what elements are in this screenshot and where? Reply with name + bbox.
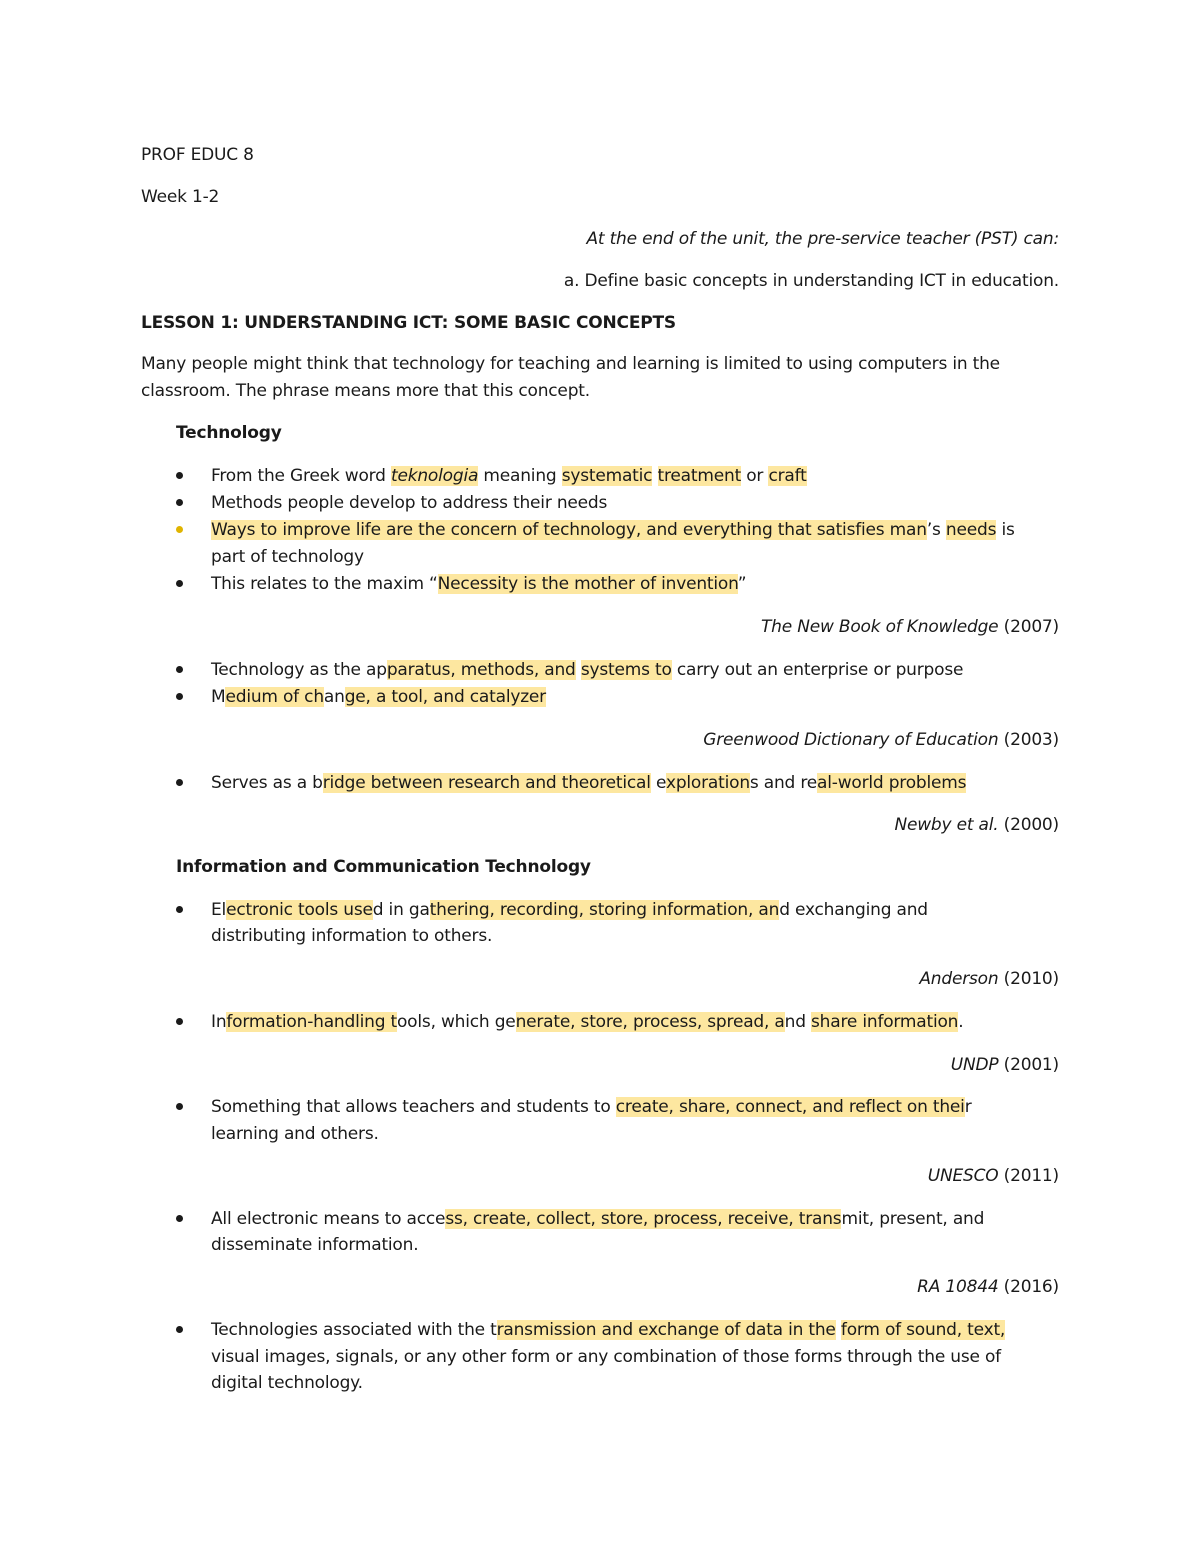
technology-item-2: Methods people develop to address their needs [211, 493, 608, 513]
technology-item-4 [211, 571, 1071, 597]
text-span: d in ga [372, 900, 430, 920]
highlighted-text: ransmission and exchange of data in the [496, 1320, 836, 1340]
source-title: Newby et al. [894, 815, 999, 835]
highlighted-text: ridge between research and theoretical [322, 773, 651, 793]
bullet-marker [176, 693, 186, 703]
objectives-intro: At the end of the unit, the pre-service teacher (PST) can: [586, 229, 1059, 249]
text-span: carry out an enterprise or purpose [671, 660, 964, 680]
highlighted-text: share information [811, 1012, 959, 1032]
source-title: Greenwood Dictionary of Education [703, 730, 999, 750]
source-title: UNDP [950, 1055, 999, 1075]
highlighted-text: al-world problems [817, 773, 967, 793]
lesson-intro-line2: classroom. The phrase means more that this concept. [141, 381, 590, 401]
course-code: PROF EDUC 8 [141, 145, 254, 165]
ict-item-3-line2: learning and others. [211, 1124, 379, 1144]
source-year: (2007) [998, 617, 1059, 637]
text-span: ools, which ge [396, 1012, 516, 1032]
source-year: (2011) [998, 1166, 1059, 1186]
ict-item-3 [211, 1094, 1071, 1120]
text-span: nd [784, 1012, 812, 1032]
highlighted-text: systems to [580, 660, 672, 680]
source-title: Anderson [919, 969, 999, 989]
source-year: (2010) [998, 969, 1059, 989]
bullet-marker [176, 666, 186, 676]
source-citation [761, 614, 1059, 640]
source-citation [928, 1163, 1059, 1189]
text-span: M [211, 687, 226, 707]
source-citation [917, 1274, 1059, 1300]
text-span: ” [737, 574, 747, 594]
highlighted-text: formation-handling t [226, 1012, 397, 1032]
highlighted-text: systematic [561, 466, 653, 486]
text-span: All electronic means to acce [211, 1209, 446, 1229]
source-year: (2016) [998, 1277, 1059, 1297]
highlighted-text: xploration [665, 773, 750, 793]
highlighted-text: form of sound, text, [840, 1320, 1006, 1340]
technology-item-3 [211, 517, 1071, 543]
highlighted-text: create, share, connect, and reflect on thei [615, 1097, 965, 1117]
text-span: Serves as a b [211, 773, 323, 793]
highlighted-text: paratus, methods, and [386, 660, 576, 680]
ict-item-4 [211, 1206, 1071, 1232]
ict-heading: Information and Communication Technology [176, 857, 591, 877]
text-span: Technology as the ap [211, 660, 387, 680]
text-span: is [996, 520, 1015, 540]
highlighted-text: needs [945, 520, 997, 540]
source-title: RA 10844 [917, 1277, 999, 1297]
source-citation [919, 966, 1059, 992]
ict-item-2 [211, 1009, 1071, 1035]
ict-item-1-line2: distributing information to others. [211, 926, 493, 946]
ict-item-4-line2: disseminate information. [211, 1235, 419, 1255]
text-span [652, 466, 657, 486]
bullet-marker [176, 499, 186, 509]
source-citation [703, 727, 1059, 753]
source-title: The New Book of Knowledge [760, 617, 999, 637]
source-year: (2001) [998, 1055, 1059, 1075]
highlighted-text: craft [768, 466, 807, 486]
highlighted-text: man [884, 520, 927, 540]
bullet-marker [176, 1103, 186, 1113]
highlighted-text: nerate, store, process, spread, a [515, 1012, 785, 1032]
lesson-intro-line1: Many people might think that technology for teaching and learning is limited to using computers in the [141, 354, 1000, 374]
text-span: mit, present, and [841, 1209, 985, 1229]
highlighted-text: treatment [657, 466, 742, 486]
text-span: s and re [749, 773, 818, 793]
text-span: In [211, 1012, 227, 1032]
technology-item-3-line2: part of technology [211, 547, 364, 567]
highlighted-text: satisfies [816, 520, 885, 540]
source-year: (2000) [998, 815, 1059, 835]
highlighted-text: edium of ch [225, 687, 324, 707]
bullet-marker [176, 906, 186, 916]
lesson-title: LESSON 1: UNDERSTANDING ICT: SOME BASIC CONCEPTS [141, 313, 676, 333]
bullet-marker [176, 1326, 186, 1336]
source-citation [894, 812, 1059, 838]
bullet-marker [176, 1215, 186, 1225]
text-span: ’s [926, 520, 946, 540]
bullet-marker [176, 472, 186, 482]
highlighted-text: ss, create, collect, store, process, receive, trans [445, 1209, 842, 1229]
source-title: UNESCO [927, 1166, 999, 1186]
technology-item-6 [211, 684, 1071, 710]
bullet-marker [176, 1018, 186, 1028]
ict-item-5-line2: visual images, signals, or any other form or any combination of those forms through the use of [211, 1347, 1001, 1367]
source-citation [951, 1052, 1059, 1078]
week-label: Week 1-2 [141, 187, 220, 207]
highlighted-text: thering, recording, storing information, an [429, 900, 780, 920]
text-span: meaning [478, 466, 562, 486]
technology-heading: Technology [176, 423, 282, 443]
ict-item-5 [211, 1317, 1071, 1343]
text-span: This relates to the maxim “ [211, 574, 438, 594]
bullet-marker [176, 779, 186, 789]
technology-item-5 [211, 657, 1071, 683]
text-span: r [964, 1097, 972, 1117]
objective-a: a. Define basic concepts in understanding ICT in education. [563, 271, 1059, 291]
technology-item-7 [211, 770, 1071, 796]
highlighted-text: ectronic tools use [226, 900, 373, 920]
source-year: (2003) [998, 730, 1059, 750]
text-span: From the Greek word [211, 466, 391, 486]
highlighted-text: Ways to improve life are the concern of technology, and everything that [211, 520, 817, 540]
bullet-marker [176, 580, 186, 590]
text-span: Something that allows teachers and students to [211, 1097, 616, 1117]
text-span: e [650, 773, 666, 793]
technology-item-1 [211, 463, 1071, 489]
text-span: d exchanging and [779, 900, 928, 920]
text-span: an [323, 687, 345, 707]
ict-item-5-line3: digital technology. [211, 1373, 363, 1393]
highlighted-text: ge, a tool, and catalyzer [344, 687, 546, 707]
text-span: . [958, 1012, 964, 1032]
ict-item-1 [211, 897, 1071, 923]
text-span: or [741, 466, 769, 486]
bullet-marker [176, 526, 186, 536]
text-span: El [211, 900, 227, 920]
highlighted-text: teknologia [390, 466, 479, 486]
text-span: Technologies associated with the t [211, 1320, 497, 1340]
highlighted-text: Necessity is the mother of invention [437, 574, 738, 594]
